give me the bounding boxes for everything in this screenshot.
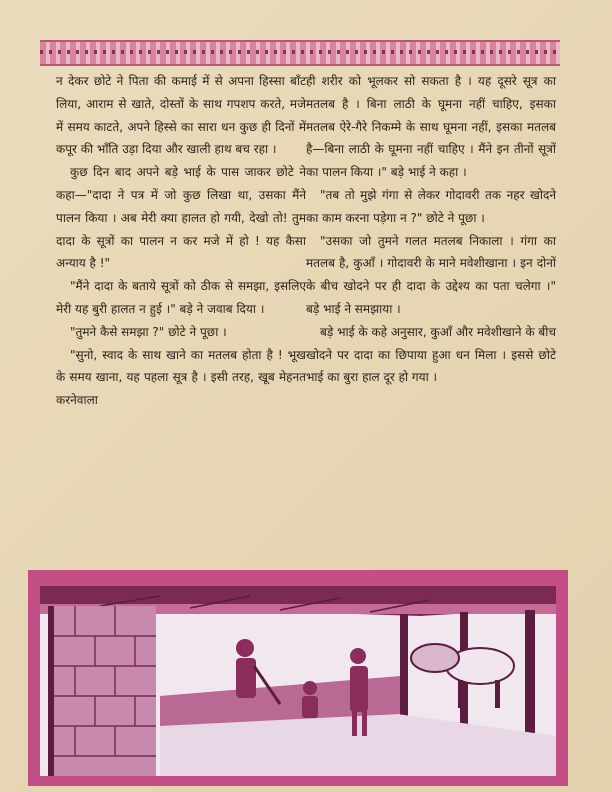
left-text-column [56,70,306,412]
paragraph: "मैंने दादा के बताये सूत्रों को ठीक से समझा, इसलिए मेरी यह बुरी हालत न हुई ।" बड़े ने जवाब दिया । [56,279,306,316]
paragraph: कुछ दिन बाद अपने बड़े भाई के पास जाकर छोटे ने कहा—"दादा ने पत्र में जो कुछ लिखा था, उसका मैंने पालन किया । अब मेरी क्या हालत हो गयी, देखो तो! तुम दादा के सूत्रों का पालन न कर मजे में हो ! यह कैसा अन्याय है !" [56,165,306,271]
well-and-cattle-shed-illustration-icon [40,586,556,776]
paragraph: न देकर छोटे ने पिता की कमाई में से अपना हिस्सा बाँट लिया, आराम से खाते, दोस्तों के साथ गपशप करते, मजे में समय काटते, अपने हिस्से का सारा धन कुछ ही दिनों में कपूर की भाँति उड़ा दिया और खाली हाथ बच रहा । [56,74,306,157]
paragraph: "सुनो, स्वाद के साथ खाने का मतलब होता है ! भूख के समय खाना, यह पहला सूत्र है । इसी तरह, खूब मेहनत करनेवाला [56,347,306,408]
right-text-column [306,70,556,389]
paragraph: "तुमने कैसे समझा ?" छोटे ने पूछा । [70,324,227,339]
paragraph: बड़े भाई के कहे अनुसार, कुआँ और मवेशीखाने के बीच खोदने पर दादा का छिपाया हुआ धन मिला । इससे छोटे भाई का बुरा हाल दूर हो गया । [306,324,556,385]
paragraph: ही शरीर को भूलकर सो सकता है । यह दूसरे सूत्र का मतलब है । बिना लाठी के घूमना नहीं चाहिए, इसका मतलब ऐरे-गैरे निकम्मे के साथ घूमना नहीं, इसका मतलब है—बिना लाठी के घूमना नहीं चाहिए । मैंने इन तीनों सूत्रों का पालन किया ।" बड़े भाई ने कहा । [306,74,556,180]
paragraph: "उसका जो तुमने गलत मतलब निकाला । गंगा का मतलब है, कुआँ । गोदावरी के माने मवेशीखाना । इन दोनों के बीच खोदने पर ही दादा के उद्देश्य का पता चलेगा ।" बड़े भाई ने समझाया । [306,233,556,316]
paragraph: "तब तो मुझे गंगा से लेकर गोदावरी तक नहर खोदने का काम करना पड़ेगा न ?" छोटे ने पूछा । [306,187,556,225]
decorative-border [40,40,560,66]
